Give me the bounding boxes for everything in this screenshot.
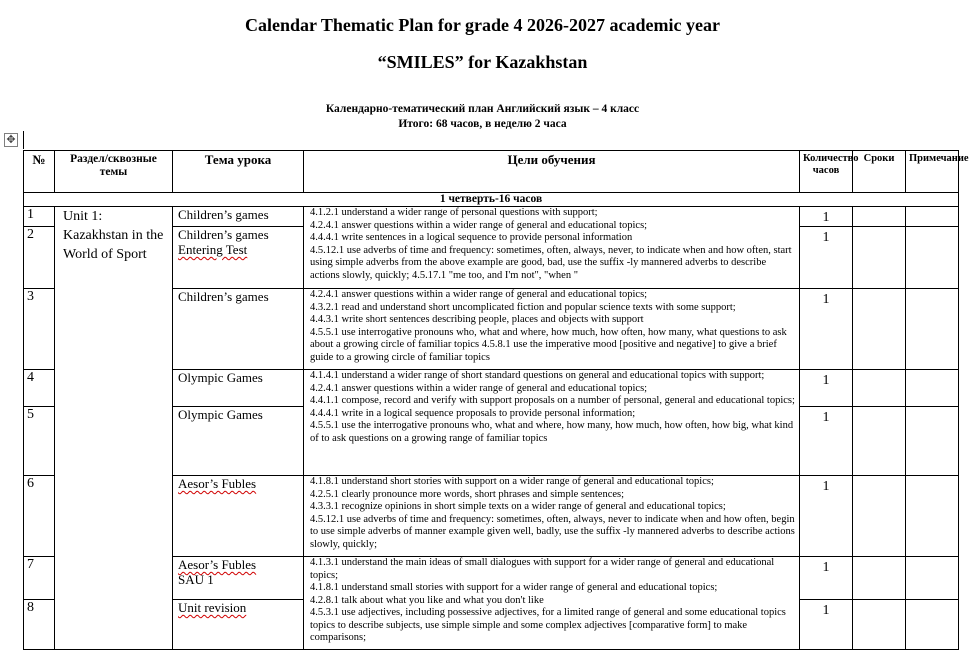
row-num: 6 <box>24 476 55 557</box>
learning-goals: 4.1.8.1 understand short stories with support on a wider range of general and educational topics; 4.2.5.1 clearly pronounce more words, short phrases and simple sentences; 4.3.3.1 recognize opinions in short simple texts on a wider range of general and educational topics; 4.5.12.1 use adverbs of time and frequency: sometimes, often, always, never to indicate when and how often, begin to use simple adverbs of manner example given well, badly, use the suffix -ly mannered adverbs to describe actions slowly, quickly; <box>304 476 800 557</box>
dates-cell[interactable] <box>853 370 906 407</box>
page-title: Calendar Thematic Plan for grade 4 2026-2027 academic year <box>245 15 720 35</box>
row-num: 7 <box>24 557 55 600</box>
table-row <box>24 207 959 227</box>
hours-count: 1 <box>800 370 853 407</box>
quarter-row <box>24 193 959 207</box>
learning-goals: 4.1.3.1 understand the main ideas of small dialogues with support for a wider range of general and educational topics; 4.1.8.1 understand small stories with support for a wider range of general and educational topics; 4.2.8.1 talk about what you like and what you don't like 4.5.3.1 use adjectives, including possessive adjectives, for a limited range of general and some educational topics topics to describe subjects, use simple simple and some complex adjectives [comparative form] to make comparisons; <box>304 557 800 650</box>
row-num: 8 <box>24 600 55 650</box>
hours-count: 1 <box>800 207 853 227</box>
dates-cell[interactable] <box>853 557 906 600</box>
notes-cell[interactable] <box>906 207 959 227</box>
dates-cell[interactable] <box>853 476 906 557</box>
page-subtitle: “SMILES” for Kazakhstan <box>377 52 588 72</box>
col-header-notes: Примечание <box>906 151 959 193</box>
hours-count: 1 <box>800 600 853 650</box>
col-header-hours: Количество часов <box>800 151 853 193</box>
dates-cell[interactable] <box>853 600 906 650</box>
lesson-topic: Olympic Games <box>173 370 304 407</box>
lesson-topic: Olympic Games <box>173 407 304 476</box>
row-num: 3 <box>24 289 55 370</box>
col-header-goals: Цели обучения <box>304 151 800 193</box>
notes-cell[interactable] <box>906 557 959 600</box>
dates-cell[interactable] <box>853 289 906 370</box>
col-header-num: № <box>24 151 55 193</box>
notes-cell[interactable] <box>906 600 959 650</box>
lesson-topic: Children’s games <box>173 289 304 370</box>
hours-count: 1 <box>800 407 853 476</box>
dates-cell[interactable] <box>853 407 906 476</box>
lesson-topic: Aesor’s Fubles <box>173 476 304 557</box>
notes-cell[interactable] <box>906 370 959 407</box>
text-cursor <box>23 131 24 149</box>
hours-count: 1 <box>800 476 853 557</box>
hours-count: 1 <box>800 227 853 289</box>
learning-goals: 4.1.2.1 understand a wider range of personal questions with support; 4.2.4.1 answer questions within a wider range of general and educational topics; 4.4.4.1 write sentences in a logical sequence to provide personal information 4.5.12.1 use adverbs of time and frequency: sometimes, often, always, never, to indicate when and how often, start using simple adverbs from the above example are good, bad, use the suffix -ly mannered adverbs to describe actions slowly, quickly; 4.5.17.1 "me too, and I'm not", "when " <box>304 207 800 289</box>
row-num: 4 <box>24 370 55 407</box>
lesson-topic: Unit revision <box>173 600 304 650</box>
col-header-topic: Тема урока <box>173 151 304 193</box>
row-num: 5 <box>24 407 55 476</box>
table-header-row <box>24 151 959 193</box>
col-header-dates: Сроки <box>853 151 906 193</box>
lesson-topic: Aesor’s Fubles SAU 1 <box>173 557 304 600</box>
learning-goals: 4.2.4.1 answer questions within a wider range of general and educational topics; 4.3.2.1 read and understand short uncomplicated fiction and popular science texts with some support; 4.4.3.1 write short sentences describing people, places and objects with support 4.5.5.1 use interrogative pronouns who, what and where, how much, how often, how many, what questions to ask about a growing circle of familiar topics 4.5.8.1 use the imperative mood [positive and negative] to give a brief guide to a growing circle of familiar topics <box>304 289 800 370</box>
quarter-label: 1 четверть-16 часов <box>24 193 959 207</box>
notes-cell[interactable] <box>906 227 959 289</box>
ru-title: Календарно-тематический план Английский язык – 4 класс <box>325 103 640 115</box>
lesson-topic: Children’s games <box>173 207 304 227</box>
dates-cell[interactable] <box>853 207 906 227</box>
lesson-topic: Children’s games Entering Test <box>173 227 304 289</box>
row-num: 1 <box>24 207 55 227</box>
dates-cell[interactable] <box>853 227 906 289</box>
notes-cell[interactable] <box>906 476 959 557</box>
notes-cell[interactable] <box>906 289 959 370</box>
hours-count: 1 <box>800 557 853 600</box>
move-cross-icon[interactable]: ✥ <box>4 133 18 147</box>
notes-cell[interactable] <box>906 407 959 476</box>
learning-goals: 4.1.4.1 understand a wider range of short standard questions on general and educational topics with support; 4.2.4.1 answer questions within a wider range of general and educational topics; 4.4.1.1 compose, record and verify with support proposals on a number of personal, general and educational topics; 4.4.4.1 write in a logical sequence proposals to provide personal information; 4.5.5.1 use the interrogative pronouns who, what and where, how many, how much, how often, how big, what kind of to ask questions on a growing range of familiar topics <box>304 370 800 476</box>
ru-total-hours: Итого: 68 часов, в неделю 2 часа <box>398 118 567 130</box>
thematic-plan-table <box>23 150 969 650</box>
row-num: 2 <box>24 227 55 289</box>
col-header-section: Раздел/сквозные темы <box>55 151 173 193</box>
hours-count: 1 <box>800 289 853 370</box>
unit-title: Unit 1: Kazakhstan in the World of Sport <box>55 207 173 650</box>
